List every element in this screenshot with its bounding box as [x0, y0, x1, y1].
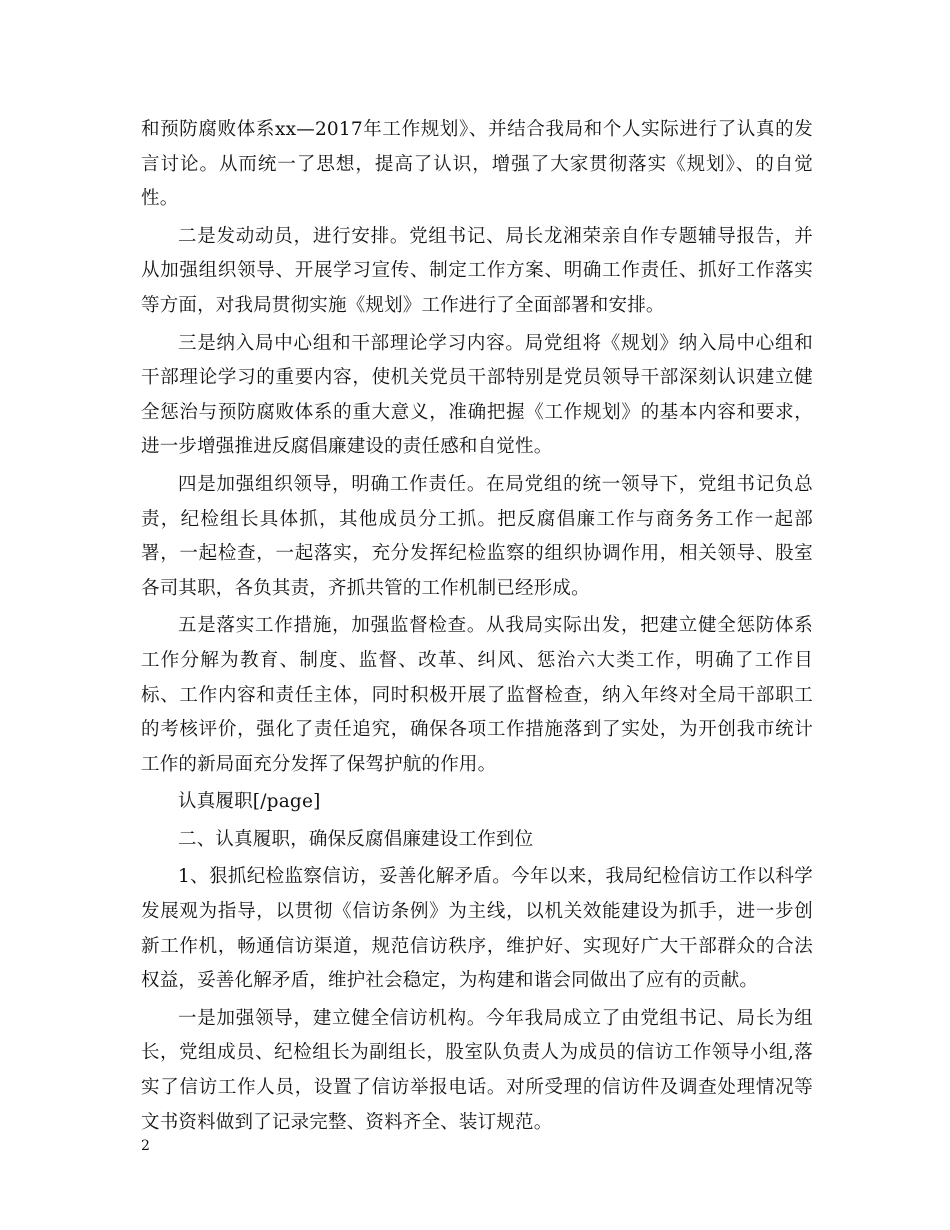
- paragraph-9: 一是加强领导，建立健全信访机构。今年我局成立了由党组书记、局长为组长，党组成员、纪检组长为副组长，股室队负责人为成员的信访工作领导小组,落实了信访工作人员，设置了信访举报电话。对所受理的信访件及调查处理情况等文书资料做到了记录完整、资料齐全、装订规范。: [141, 1007, 813, 1133]
- paragraph-2: 二是发动动员，进行安排。党组书记、局长龙湘荣亲自作专题辅导报告，并从加强组织领导、开展学习宣传、制定工作方案、明确工作责任、抓好工作落实等方面，对我局贯彻实施《规划》工作进行了全面部署和安排。: [141, 225, 813, 316]
- section-heading: 二、认真履职，确保反腐倡廉建设工作到位: [178, 828, 534, 850]
- paragraph-8: 1、狠抓纪检监察信访，妥善化解矛盾。今年以来，我局纪检信访工作以科学发展观为指导，以贯彻《信访条例》为主线，以机关效能建设为抓手，进一步创新工作机，畅通信访渠道，规范信访秩序，维护好、实现好广大干部群众的合法权益，妥善化解矛盾，维护社会稳定，为构建和谐会同做出了应有的贡献。: [141, 866, 813, 992]
- page-number: 2: [141, 1138, 150, 1154]
- paragraph-3: 三是纳入局中心组和干部理论学习内容。局党组将《规划》纳入局中心组和干部理论学习的重要内容，使机关党员干部特别是党员领导干部深刻认识建立健全惩治与预防腐败体系的重大意义，准确把握《工作规划》的基本内容和要求，进一步增强推进反腐倡廉建设的责任感和自觉性。: [141, 332, 813, 458]
- paragraph-1: 和预防腐败体系xx—2017年工作规划》、并结合我局和个人实际进行了认真的发言讨论。从而统一了思想，提高了认识，增强了大家贯彻落实《规划》、的自觉性。: [141, 119, 813, 210]
- paragraph-4: 四是加强组织领导，明确工作责任。在局党组的统一领导下，党组书记负总责，纪检组长具体抓，其他成员分工抓。把反腐倡廉工作与商务务工作一起部署，一起检查，一起落实，充分发挥纪检监察的组织协调作用，相关领导、股室各司其职，各负其责，齐抓共管的工作机制已经形成。: [141, 473, 813, 599]
- paragraph-5: 五是落实工作措施，加强监督检查。从我局实际出发，把建立健全惩防体系工作分解为教育、制度、监督、改革、纠风、惩治六大类工作，明确了工作目标、工作内容和责任主体，同时积极开展了监督检查，纳入年终对全局干部职工的考核评价，强化了责任追究，确保各项工作措施落到了实处，为开创我市统计工作的新局面充分发挥了保驾护航的作用。: [141, 615, 813, 775]
- paragraph-6: 认真履职[/page]: [178, 791, 321, 813]
- document-body: [141, 113, 813, 1143]
